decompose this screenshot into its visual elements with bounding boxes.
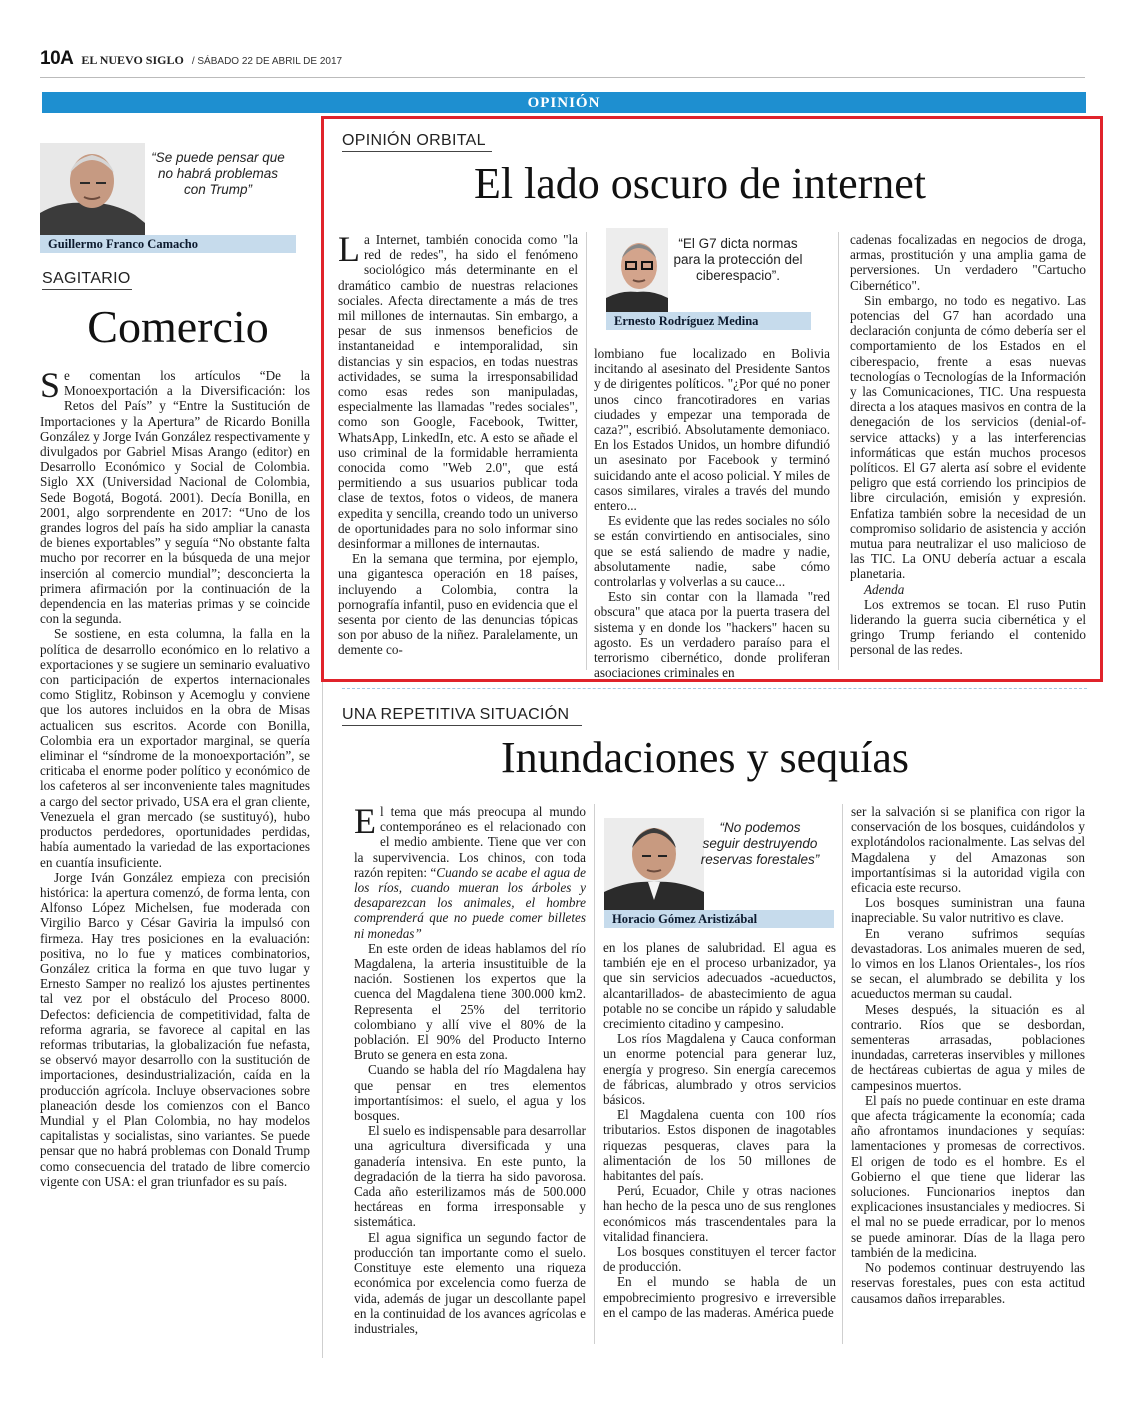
column-divider	[594, 804, 595, 1344]
paragraph: lombiano fue localizado en Bolivia incitando al asesinato del Presidente Santos y de dirigentes políticos. "¿Por qué no poner unos cinco francotiradores en varias ciudades y empezar una temporada de caza?", escribió. Absolutamente demoniaco. En los Estados Unidos, un hombre difundió un asesinato por Facebook y terminó suicidando ante el acoso policial. Y miles de casos similares, virales a través del mundo entero...	[594, 346, 830, 514]
pull-quote-rodriguez: “El G7 dicta normas para la protección del ciberespacio”.	[673, 236, 803, 283]
portrait-icon	[606, 228, 668, 312]
paragraph: Los ríos Magdalena y Cauca conforman un enorme potencial para generar luz, energía y progreso. Sin energía carecemos de fábricas, alumbrado y otros servicios básicos.	[603, 1031, 836, 1108]
paragraph: Los extremos se tocan. El ruso Putin liderando la guerra sucia cibernética y el gringo Trump feriando el contenido personal de las redes.	[850, 596, 1086, 658]
pull-quote-franco: “Se puede pensar que no habrá problemas con Trump”	[151, 150, 285, 197]
article-kicker: OPINIÓN ORBITAL	[342, 132, 486, 149]
byline-bar-franco	[40, 235, 296, 253]
paragraph: No podemos continuar destruyendo las reservas forestales, pues con esta actitud causamos daños irreparables.	[851, 1260, 1085, 1306]
paragraph: Se comentan los artículos “De la Monoexportación a la Diversificación: los Retos del País” y “Entre la Sustitución de Importaciones y la Apertura” de Ricardo Bonilla González y Jorge Iván González respectivamente y divulgados por Gabriel Misas Arango (editor) en Desarrollo Económico y Social de Colombia. Siglo XX (Universidad Nacional de Colombia, Sede Bogotá, Bogotá. 2001). Decía Bonilla, en 2001, algo sorprendente en 2017: “Uno de los grandes logros del país ha sido ampliar la canasta de bienes exportables” y seguía “No obstante falta mucho por recorrer en la búsqueda de una mejor inserción al comercio mundial”; desconcierta la primera afirmación por la continuación de la dependencia en las materias primas y se coincide con la segunda.	[40, 365, 310, 627]
header-rule	[40, 77, 1085, 78]
drop-cap: E	[354, 801, 376, 841]
column-divider	[842, 804, 843, 1344]
portrait-icon	[40, 143, 145, 235]
column-body	[40, 365, 310, 1189]
paragraph: Se sostiene, en esta columna, la falla en la política de desarrollo económico en lo relativo a exportaciones y se sugiere un seminario evaluativo con participación de expertos internacionales como Stiglitz, Robinson y Acemoglu y conviene que los autores incluidos en la obra de Misas actualicen sus escritos. Acorde con Bonilla, Colombia era un exportador marginal, se quería eliminar el “síndrome de la monoexportación”, se criticaba el enorme poder político y económico de los cafeteros al ser inconveniente tales magnitudes a cargo del sector privado, USA era el gran cliente, Venezuela el gran mercado (se sustituyó), hubo productos perdedores, oportunidades perdidas, había aumentado la variedad de las exportaciones en cuantía insuficiente.	[40, 626, 310, 870]
kicker-underline	[342, 151, 492, 152]
paragraph: Esto sin contar con la llamada "red obscura" que ataca por la puerta trasera del sistema y en donde los "hackers" hacen su agosto. Es un verdadero paraíso para el terrorismo cibernético, donde proliferan asociaciones criminales en	[594, 589, 830, 681]
paragraph: En este orden de ideas hablamos del río Magdalena, la arteria insustituible de la nación. Sostienen los expertos que la cuenca del Magdalena tiene 300.000 km2. Representa el 25% del territorio colombiano y allí vive el 80% de la población. El 90% del Producto Interno Bruto se genera en esta zona.	[354, 940, 586, 1063]
author-name: Ernesto Rodríguez Medina	[614, 314, 759, 328]
article-column-3	[850, 232, 1086, 658]
section-band	[42, 92, 1086, 113]
byline-bar-rodriguez	[606, 312, 811, 330]
article-headline: Inundaciones y sequías	[500, 733, 910, 782]
newspaper-name: EL NUEVO SIGLO	[81, 53, 184, 67]
article-column-1	[338, 229, 578, 658]
paragraph: Los bosques suministran una fauna inapreciable. Su valor nutritivo es clave.	[851, 895, 1085, 926]
author-photo-franco	[40, 143, 145, 235]
paragraph: El país no puede continuar en este drama que afecta trágicamente la economía; cada año afrontamos inundaciones y sequías: lamentaciones y promesas de correctivos. El origen de todo es el hombre. Es el Gobierno el que tiene que liderar las soluciones. Funcionarios ineptos dan explicaciones insustanciales y mediocres. Si el mal no se puede erradicar, por lo menos se puede aminorar. Días de la llaga pero también de la medicina.	[851, 1092, 1085, 1260]
section-label: OPINIÓN	[527, 95, 601, 111]
pull-quote-gomez: “No podemos seguir destruyendo reservas forestales”	[700, 820, 820, 867]
column-divider	[586, 232, 587, 670]
paragraph: En la semana que termina, por ejemplo, una gigantesca operación en 18 países, incluyendo a Colombia, contra la pornografía infantil, puso en evidencia que el sesenta por ciento de las denuncias tópicas son por abuso de la niñez. Paralelamente, un demente co-	[338, 551, 578, 658]
paragraph: El agua significa un segundo factor de producción tan importante como el suelo. Constituye este elemento una riqueza económica por excelencia como fuerza de vida, además de jugar un descollante papel en la continuidad de los avances agrícolas e industriales,	[354, 1229, 586, 1336]
article-column-2	[594, 346, 830, 680]
column-divider	[838, 232, 839, 670]
paragraph: Cuando se habla del río Magdalena hay que pensar en tres elementos importantísimos: el suelo, el agua y los bosques.	[354, 1062, 586, 1124]
paragraph: cadenas focalizadas en negocios de droga, armas, prostitución y una amplia gama de perversiones. Un verdadero "Cartucho Cibernético".	[850, 232, 1086, 293]
article-headline: El lado oscuro de internet	[473, 159, 927, 208]
paragraph: En el mundo se habla de un empobrecimiento progresivo e irreversible en el campo de las maderas. América puede	[603, 1274, 836, 1320]
author-name: Horacio Gómez Aristizábal	[612, 912, 758, 926]
paragraph: El tema que más preocupa al mundo contemporáneo es el relacionado con el medio ambiente. Tiene que ver con la supervivencia. Los chinos, con toda razón repiten: “Cuando se acabe el agua de los ríos, cuando mueran los árboles y desaparezcan los animales, el hombre comprenderá que no puede comer billetes ni monedas”	[354, 801, 587, 941]
page-header	[40, 48, 342, 72]
quoted-proverb: Cuando se acabe el agua de los ríos, cuando mueran los árboles y desaparezcan los animales, el hombre comprenderá que no puede comer billetes ni monedas”	[354, 864, 587, 941]
paragraph: Los bosques constituyen el tercer factor de producción.	[603, 1244, 836, 1275]
paragraph: En verano sufrimos sequías devastadoras. Los animales mueren de sed, lo vimos en los Llanos Orientales-, los ríos se secan, el alumbrado se debilita y los acueductos merman su caudal.	[851, 925, 1085, 1002]
column-headline: Comercio	[87, 301, 269, 352]
paragraph: en los planes de salubridad. El agua es también eje en el proceso urbanizador, ya que sin servicios adecuados -acueductos, alcantarillados- de abastecimiento de agua potable no se concibe un rápido y saludable crecimiento citadino y campesino.	[603, 940, 836, 1032]
byline-bar-gomez	[604, 910, 834, 928]
page-number: 10A	[40, 48, 74, 69]
author-photo-gomez	[604, 818, 704, 910]
paragraph: Sin embargo, no todo es negativo. Las potencias del G7 han acordado una declaración conjunta de cómo debería ser el comportamiento de los Estados en el ciberespacio, frente a esas nuevas tecnologías o Tecnologías de la Información y las Comunicaciones, TIC. Una respuesta directa a los ataques masivos en contra de la denegación de los servicios (denial-of-service attacks) y a las interferencias informáticas que están muchos procesos políticos. El G7 alerta así sobre el evidente peligro que está corriendo los principios de libre circulación, emisión y expresión. Enfatiza también sobre la necesidad de un compromiso solidario de asistencia y acción mutua para neutralizar el uso malicioso de las TIC. La ONU debería actuar a escala planetaria.	[850, 292, 1086, 582]
paragraph: Es evidente que las redes sociales no sólo se están convirtiendo en antisociales, sino que se está saliendo de madre y nadie, absolutamente nadie, sabe cómo controlarlas y volverlas a su cauce...	[594, 513, 830, 590]
paragraph: Meses después, la situación es al contrario. Ríos que se desbordan, sementeras arrasadas, poblaciones inundadas, carreteras inservibles y millones de hectáreas cubiertas de agua y miles de campesinos muertos.	[851, 1001, 1085, 1093]
paragraph: El suelo es indispensable para desarrollar una agricultura diversificada y una ganadería intensiva. En este punto, la degradación de la tierra ha sido pavorosa. Cada año esterilizamos más de 500.000 hectáreas en forma irresponsable y sistemática.	[354, 1123, 586, 1230]
adenda-label: Adenda	[864, 581, 905, 597]
publication-date: / SÁBADO 22 DE ABRIL DE 2017	[191, 56, 343, 67]
paragraph: Perú, Ecuador, Chile y otras naciones han hecho de la pesca uno de sus renglones económicos más trascendentales para la vitalidad financiera.	[603, 1183, 836, 1244]
article-column-2	[603, 940, 836, 1320]
article-kicker: UNA REPETITIVA SITUACIÓN	[342, 706, 570, 723]
article-column-3	[851, 804, 1085, 1306]
drop-cap: S	[40, 365, 61, 405]
author-name: Guillermo Franco Camacho	[48, 237, 198, 251]
article-column-1	[354, 801, 587, 1336]
article-separator	[342, 688, 1087, 689]
author-photo-rodriguez	[606, 228, 668, 312]
paragraph: ser la salvación si se planifica con rigor la conservación de los bosques, cuidándolos y explotándolos racionalmente. Las selvas del Magdalena y del Amazonas son importantísimas si la autoridad vigila con eficacia este recurso.	[851, 804, 1085, 896]
kicker-underline	[42, 289, 132, 290]
portrait-icon	[604, 818, 704, 910]
drop-cap: L	[338, 229, 360, 269]
kicker-underline	[342, 725, 582, 726]
paragraph: El Magdalena cuenta con 100 ríos tributarios. Estos disponen de inagotables riquezas pesqueras, claves para la alimentación de los 50 millones de habitantes del país.	[603, 1107, 836, 1184]
paragraph: Jorge Iván González empieza con precisión histórica: la apertura comenzó, de forma lenta, con Alfonso López Michelsen, fue moderada con Virgilio Barco y César Gaviria la impulsó con firmeza. Hay tres posiciones en la evaluación: positiva, no lo fue y matices combinatorios, González critica la forma en que tuvo lugar y Ernesto Samper no realizó los ajustes pertinentes tal vez por el obstáculo del Proceso 8000. Defectos: deficiencia de competitividad, falta de reforma agraria, se favorece al capital en las reformas tributarias, la globalización fue nefasta, se observó mayor desarrollo con la sustitución de importaciones, desindustrialización, caída en la producción agrícola. Incluye observaciones sobre planeación desde los comienzos con el Banco Mundial y el Plan Colombia, no hay modelos capitalistas y socialistas, sino variantes. Se puede pensar que no habrá problemas con Donald Trump como consecuencia del tratado de libre comercio vigente con USA: el gran triunfador es su país.	[40, 869, 310, 1189]
paragraph: La Internet, también conocida como "la red de redes", ha sido el fenómeno sociológico más determinante en el dramático cambio de nuestras relaciones sociales. Afecta directamente a más de tres mil millones de internautas. Sin embargo, a pesar de sus inmensos beneficios de instantaneidad e intemporalidad, sin distancias y sin espacios, en todas nuestras actividades, se suma la irresponsabilidad como esas redes son manipuladas, especialmente las llamadas "redes sociales", como son Google, Facebook, Twitter, WhatsApp, LinkedIn, etc. A esto se añade el uso criminal de la formidable herramienta conocida como "Web 2.0", que está permitiendo a sus usuarios publicar toda clase de textos, fotos o videos, de manera expedita y sencilla, creando todo un universo de oportunidades para no solo informar sino desinformar a millones de internautas.	[338, 229, 578, 552]
column-kicker: SAGITARIO	[42, 270, 131, 287]
